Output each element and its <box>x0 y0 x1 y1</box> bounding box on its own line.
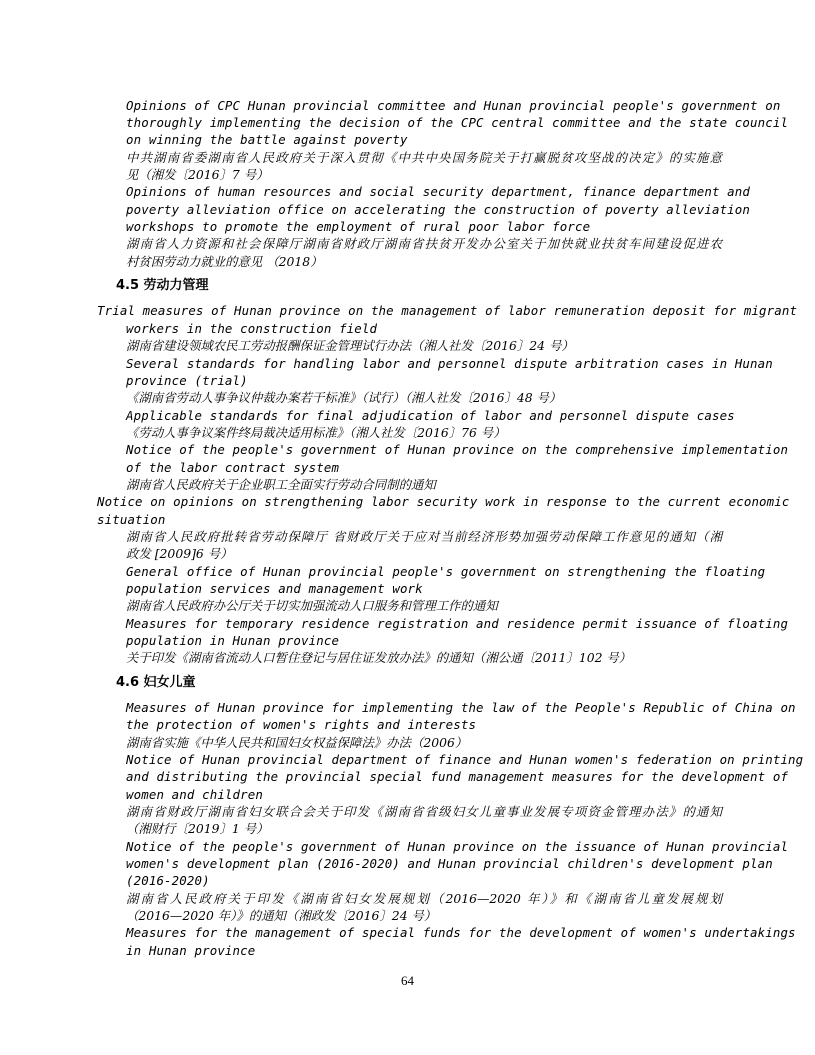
section-heading-4-5: 4.5 劳动力管理 <box>116 278 209 293</box>
policy-title-en: poverty alleviation office on accelerating the construction of poverty alleviation <box>126 202 751 217</box>
policy-title-zh: 湖南省实施《中华人民共和国妇女权益保障法》办法（2006） <box>126 735 468 750</box>
policy-title-en: Trial measures of Hunan province on the management of labor remuneration deposit for migrant <box>97 303 798 318</box>
policy-title-en: Measures for the management of special funds for the development of women's undertakings <box>126 925 796 940</box>
policy-title-en: (2016-2020) <box>126 873 210 888</box>
policy-title-en: of the labor contract system <box>126 460 340 475</box>
policy-title-en: in Hunan province <box>126 943 256 958</box>
policy-title-zh: 《劳动人事争议案件终局裁决适用标准》（湘人社发〔2016〕76 号） <box>126 425 506 440</box>
policy-title-en: population services and management work <box>126 581 423 596</box>
policy-title-en: province (trial) <box>126 373 248 388</box>
policy-title-en: population in Hunan province <box>126 633 340 648</box>
policy-title-zh: 政发 [2009]6 号） <box>126 546 233 561</box>
policy-title-en: Applicable standards for final adjudication of labor and personnel dispute cases <box>126 408 735 423</box>
policy-title-zh: 湖南省人民政府关于企业职工全面实行劳动合同制的通知 <box>126 477 436 492</box>
policy-title-en: Notice of Hunan provincial department of finance and Hunan women's federation on printing <box>126 752 804 767</box>
policy-title-en: the protection of women's rights and interests <box>126 717 477 732</box>
policy-title-en: Opinions of CPC Hunan provincial committee and Hunan provincial people's government on <box>126 98 781 113</box>
policy-title-zh: 湖南省人民政府办公厅关于切实加强流动人口服务和管理工作的通知 <box>126 598 498 613</box>
section-heading-4-6: 4.6 妇女儿童 <box>116 675 196 690</box>
policy-title-en: Notice on opinions on strengthening labor security work in response to the current economic <box>97 494 790 509</box>
policy-title-en: Measures for temporary residence registration and residence permit issuance of floating <box>126 616 789 631</box>
policy-title-zh: 村贫困劳动力就业的意见 （2018） <box>126 254 323 269</box>
policy-title-en: workshops to promote the employment of rural poor labor force <box>126 219 591 234</box>
policy-title-zh: 湖南省人民政府批转省劳动保障厅 省财政厅关于应对当前经济形势加强劳动保障工作意见的通知（湘 <box>126 529 722 544</box>
policy-title-en: on winning the battle against poverty <box>126 132 408 147</box>
policy-title-zh: 《湖南省劳动人事争议仲裁办案若干标准》（试行）（湘人社发〔2016〕48 号） <box>126 390 562 405</box>
policy-title-en: General office of Hunan provincial people's government on strengthening the floating <box>126 564 766 579</box>
policy-title-zh: 湖南省人民政府关于印发《湖南省妇女发展规划（2016—2020 年）》和《湖南省儿童发展规划 <box>126 891 722 906</box>
policy-title-en: women's development plan (2016-2020) and Hunan provincial children's development plan <box>126 856 773 871</box>
policy-title-en: Notice of the people's government of Hunan province on the issuance of Hunan provincial <box>126 839 789 854</box>
policy-title-zh: （2016—2020 年）》的通知（湘政发〔2016〕24 号） <box>126 908 437 923</box>
policy-title-en: Measures of Hunan province for implementing the law of the People's Republic of China on <box>126 700 796 715</box>
policy-title-en: women and children <box>126 787 263 802</box>
policy-title-en: thoroughly implementing the decision of the CPC central committee and the state council <box>126 115 789 130</box>
policy-title-en: situation <box>97 512 166 527</box>
policy-title-en: Notice of the people's government of Hunan province on the comprehensive implementation <box>126 442 789 457</box>
policy-title-zh: 中共湖南省委湖南省人民政府关于深入贯彻《中共中央国务院关于打赢脱贫攻坚战的决定》的实施意 <box>126 150 722 165</box>
policy-title-zh: 湖南省财政厅湖南省妇女联合会关于印发《湖南省省级妇女儿童事业发展专项资金管理办法》的通知 <box>126 804 722 819</box>
policy-title-zh: 关于印发《湖南省流动人口暂住登记与居住证发放办法》的通知（湘公通〔2011〕102 号） <box>126 650 632 665</box>
page-number: 64 <box>401 973 414 988</box>
policy-title-zh: 湖南省人力资源和社会保障厅湖南省财政厅湖南省扶贫开发办公室关于加快就业扶贫车间建设促进农 <box>126 236 722 251</box>
policy-title-zh: 见（湘发〔2016〕7 号） <box>126 167 269 182</box>
policy-title-en: workers in the construction field <box>126 321 378 336</box>
policy-title-en: Several standards for handling labor and personnel dispute arbitration cases in Hunan <box>126 356 773 371</box>
policy-title-en: Opinions of human resources and social security department, finance department and <box>126 184 751 199</box>
policy-title-en: and distributing the provincial special fund management measures for the development of <box>126 769 789 784</box>
policy-title-zh: （湘财行〔2019〕1 号） <box>126 821 269 836</box>
policy-title-zh: 湖南省建设领域农民工劳动报酬保证金管理试行办法（湘人社发〔2016〕24 号） <box>126 338 574 353</box>
